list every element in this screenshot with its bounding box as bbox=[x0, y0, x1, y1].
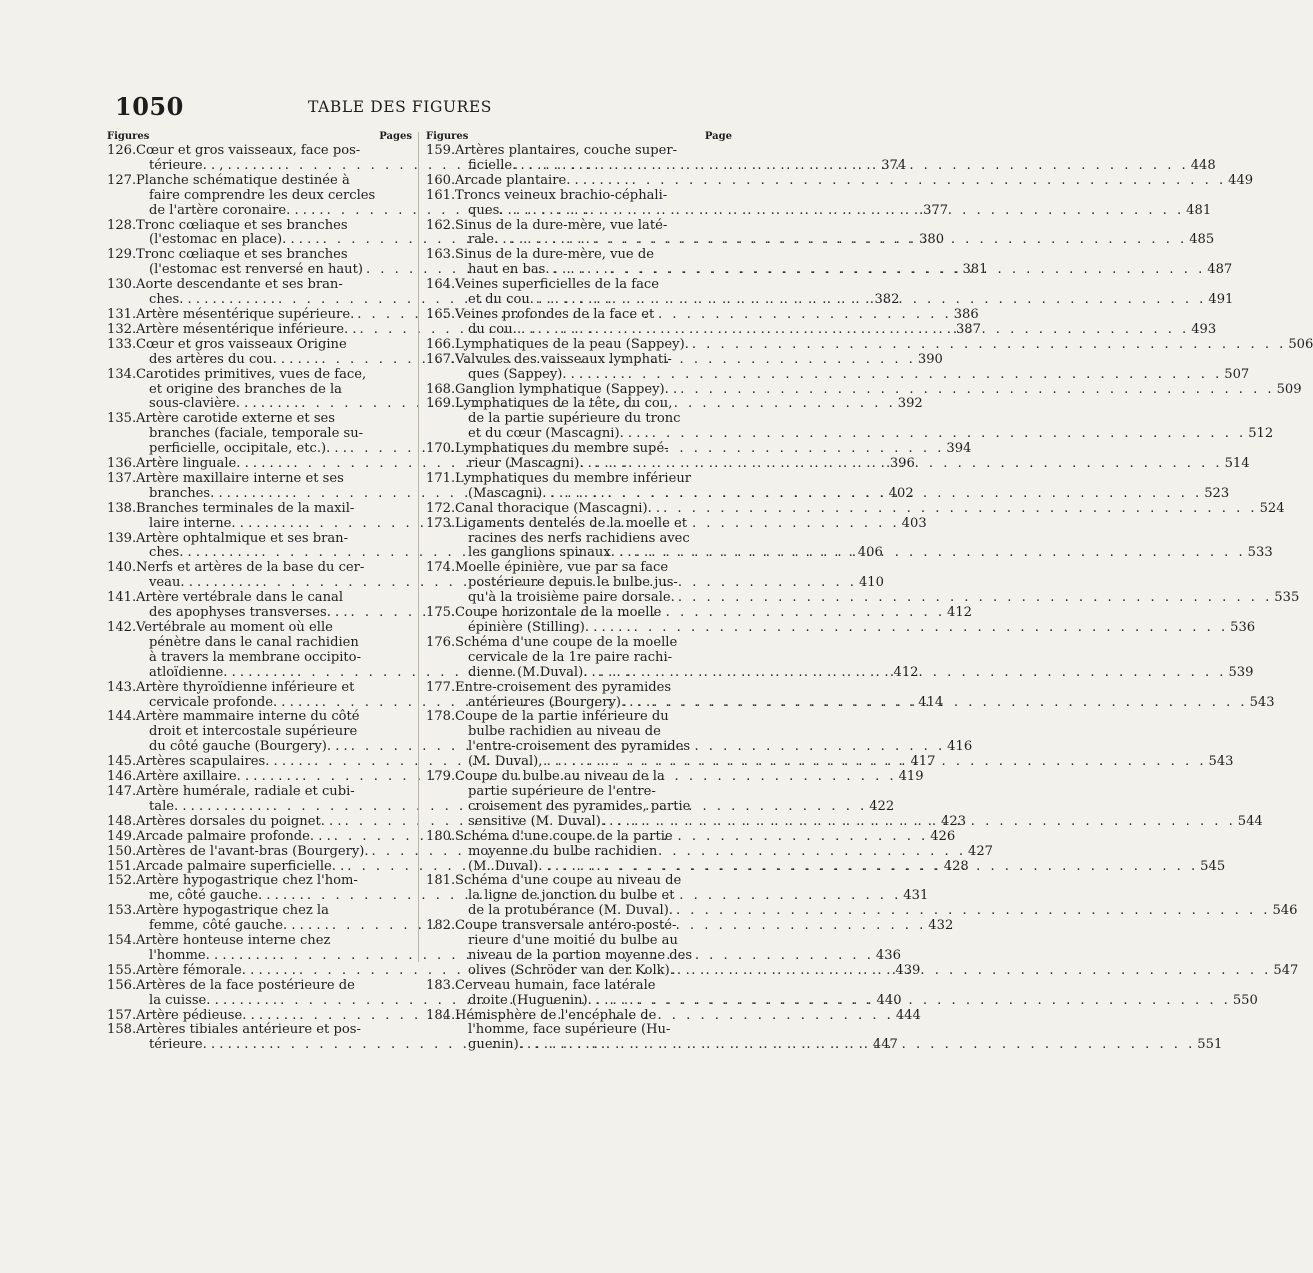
figure-number: 127. bbox=[107, 172, 137, 188]
caption-line: Artère vertébrale dans le canal bbox=[136, 590, 344, 606]
dot-leader bbox=[625, 368, 1222, 383]
column-divider bbox=[418, 132, 419, 962]
caption-text: épinière (Stilling). . . . . . bbox=[468, 620, 631, 635]
dot-leader bbox=[601, 860, 1198, 875]
caption-text: Arcade palmaire superficielle. . bbox=[136, 858, 345, 874]
figures-heading: Figures bbox=[426, 131, 469, 142]
caption-line: l'homme, face supérieure (Hu- bbox=[468, 1022, 671, 1038]
caption-line: Artère thyroïdienne inférieure et bbox=[136, 679, 355, 695]
caption-line: l'entre-croisement des pyramides bbox=[468, 739, 691, 755]
figure-number: 158. bbox=[107, 1022, 137, 1038]
caption-line: Lymphatiques du membre supé- bbox=[455, 441, 669, 457]
caption-text: Lymphatiques de la peau (Sappey). bbox=[455, 336, 689, 352]
caption-line: Schéma d'une coupe de la partie bbox=[455, 828, 673, 844]
figure-number: 170. bbox=[426, 441, 456, 457]
caption-text: tale. . . . . . . . . . . . bbox=[149, 798, 270, 814]
figure-number: 184. bbox=[426, 1007, 456, 1023]
caption-line: Artère hypogastrique chez l'hom- bbox=[136, 873, 358, 889]
page-ref: 386 bbox=[953, 306, 979, 322]
caption-text: Artère pédieuse. . . . . . . bbox=[136, 1007, 297, 1023]
figure-number: 157. bbox=[107, 1007, 137, 1023]
caption-text: des apophyses transverses. . . bbox=[149, 605, 348, 621]
caption-text: Artère mésentérique inférieure. . bbox=[136, 321, 357, 337]
page-ref: 535 bbox=[1274, 590, 1300, 606]
page-ref: 427 bbox=[968, 843, 993, 859]
caption-line: de la partie supérieure du tronc bbox=[468, 411, 681, 427]
figure-caption bbox=[455, 381, 1302, 398]
page-ref: 539 bbox=[1228, 664, 1254, 680]
figure-number: 163. bbox=[426, 247, 456, 263]
page-ref: 403 bbox=[901, 515, 927, 531]
caption-text: sous-clavière. . . . . . . . bbox=[149, 396, 299, 412]
caption-text: térieure. . , . . . . . . . bbox=[149, 157, 282, 173]
caption-line: moyenne du bulbe rachidien bbox=[468, 843, 658, 859]
page-ref: 544 bbox=[1237, 813, 1263, 829]
page-ref: 419 bbox=[898, 769, 924, 785]
caption-line: Artères plantaires, couche super- bbox=[455, 143, 678, 158]
figure-number: 139. bbox=[107, 530, 137, 546]
figure-number: 129. bbox=[107, 247, 137, 263]
caption-line: croisement des pyramides, partie bbox=[468, 798, 691, 814]
caption-line: la ligne de jonction du bulbe et bbox=[468, 888, 675, 904]
caption-text: ques (Sappey). . . . . . . . bbox=[468, 366, 625, 382]
dot-leader bbox=[587, 204, 1184, 219]
page-ref: 550 bbox=[1232, 992, 1258, 1008]
caption-text: du cou. . . . . . . . . . bbox=[468, 321, 592, 337]
caption-text: ches. . . . . . . . . . . . bbox=[149, 292, 275, 308]
caption-line: et origine des branches de la bbox=[149, 381, 342, 397]
caption-line: Artères de la face postérieure de bbox=[136, 977, 355, 993]
page-ref: 381 bbox=[962, 262, 988, 278]
figure-number: 166. bbox=[426, 336, 456, 352]
figure-number: 175. bbox=[426, 605, 456, 621]
figure-number: 156. bbox=[107, 977, 137, 993]
caption-text: (Mascagni). . . . . . . . bbox=[468, 485, 605, 501]
dot-leader bbox=[649, 427, 1246, 442]
caption-text: ficielle. . . . . . . . . . bbox=[468, 157, 592, 173]
page-ref: 396 bbox=[889, 456, 915, 472]
pages-heading: Pages bbox=[379, 131, 412, 142]
page-ref: 412 bbox=[893, 664, 919, 680]
figure-number: 130. bbox=[107, 277, 137, 293]
caption-line: branches (faciale, temporale su- bbox=[149, 426, 364, 442]
caption-text: olives (Schröder van der Kolk). bbox=[468, 962, 674, 978]
caption-line: à travers la membrane occipito- bbox=[149, 649, 361, 665]
page-ref: 416 bbox=[947, 739, 973, 755]
caption-line bbox=[455, 366, 1250, 383]
figure-number: 140. bbox=[107, 560, 137, 576]
figure-number: 167. bbox=[426, 351, 456, 367]
figure-number: 173. bbox=[426, 515, 456, 531]
figure-number: 171. bbox=[426, 470, 456, 486]
caption-text: du côté gauche (Bourgery). . . bbox=[149, 739, 348, 755]
page-ref: 444 bbox=[895, 1007, 921, 1023]
figure-number: 150. bbox=[107, 843, 137, 859]
figure-number: 131. bbox=[107, 306, 137, 322]
caption-line bbox=[455, 336, 1313, 353]
caption-text: et du cœur (Mascagni). . . . bbox=[468, 426, 649, 442]
caption-text: qu'à la troisième paire dorsale. bbox=[468, 590, 675, 606]
caption-line bbox=[455, 500, 1285, 517]
caption-text: veau. . . . . . . . . . bbox=[149, 575, 260, 591]
caption-line: Troncs veineux brachio-céphali- bbox=[455, 187, 668, 203]
figure-number: 164. bbox=[426, 277, 456, 293]
caption-text: haut en bas. . . . . . . . bbox=[468, 262, 608, 278]
figure-caption bbox=[455, 500, 1285, 517]
caption-line: Coupe horizontale de la moelle bbox=[455, 605, 662, 621]
page-ref: 493 bbox=[1191, 321, 1217, 337]
page-ref: 431 bbox=[903, 888, 929, 904]
caption-line: niveau de la portion moyenne des bbox=[468, 947, 693, 963]
dot-leader bbox=[629, 666, 1226, 681]
figure-number: 148. bbox=[107, 813, 137, 829]
figure-number: 136. bbox=[107, 456, 137, 472]
dot-leader bbox=[625, 457, 1222, 472]
caption-line: Artère mammaire interne du côté bbox=[136, 709, 360, 725]
caption-text: sensitive (M. Duval). . . . . bbox=[468, 813, 639, 829]
page-ref: 410 bbox=[858, 575, 884, 591]
figure-number: 149. bbox=[107, 828, 137, 844]
caption-text: Artères de l'avant-bras (Bourgery). bbox=[136, 843, 369, 859]
figure-entry bbox=[426, 500, 1285, 517]
caption-line: Schéma d'une coupe au niveau de bbox=[455, 873, 682, 889]
page-ref: 512 bbox=[1248, 426, 1274, 442]
dot-leader bbox=[591, 159, 1188, 174]
caption-text: dienne (M.Duval). . . . . . bbox=[468, 664, 629, 680]
caption-line: Cœur et gros vaisseaux, face pos- bbox=[136, 143, 361, 158]
figure-number: 155. bbox=[107, 962, 137, 978]
figure-number: 133. bbox=[107, 336, 137, 352]
caption-line: Branches terminales de la maxil- bbox=[136, 500, 355, 516]
caption-line: Hémisphère de l'encéphale de bbox=[455, 1007, 657, 1023]
page-ref: 426 bbox=[930, 828, 956, 844]
caption-text: et du cou. . . . . . . . . . bbox=[468, 292, 609, 308]
caption-line: droit et intercostale supérieure bbox=[149, 724, 358, 740]
page-ref: 546 bbox=[1272, 903, 1298, 919]
figure-number: 160. bbox=[426, 172, 456, 188]
caption-text: Artères dorsales du poignet. . . bbox=[136, 813, 342, 829]
caption-text: femme, côté gauche. . . . . . bbox=[149, 918, 329, 934]
figures-heading: Figures bbox=[107, 131, 150, 142]
caption-line bbox=[455, 590, 1300, 606]
caption-line: Planche schématique destinée à bbox=[136, 172, 350, 188]
figure-number: 151. bbox=[107, 858, 137, 874]
page-number: 1050 bbox=[115, 92, 184, 121]
caption-line: Lymphatiques de la tête, du cou, bbox=[455, 396, 673, 412]
dot-leader bbox=[598, 1038, 1195, 1053]
dot-leader bbox=[590, 233, 1187, 248]
caption-text: atloïdienne. . . . . . . . . bbox=[149, 664, 295, 680]
page-ref: 536 bbox=[1230, 620, 1256, 635]
caption-line: Coupe du bulbe au niveau de la bbox=[455, 769, 665, 785]
page-ref: 439 bbox=[895, 962, 921, 978]
dot-leader bbox=[608, 263, 1205, 278]
caption-text: perficielle, occipitale, etc.). . . bbox=[149, 441, 347, 457]
dot-leader bbox=[650, 696, 1247, 711]
figure-number: 162. bbox=[426, 217, 456, 233]
page-ref: 414 bbox=[918, 694, 944, 710]
caption-line: Ligaments dentelés de la moelle et bbox=[455, 515, 687, 531]
figure-number: 183. bbox=[426, 977, 456, 993]
figure-number: 143. bbox=[107, 679, 137, 695]
caption-line: Artère carotide externe et ses bbox=[136, 411, 336, 427]
dot-leader bbox=[689, 338, 1286, 353]
caption-text: rieur (Mascagni). . . . . . bbox=[468, 456, 626, 472]
caption-text: antérieures (Bourgery). . . . bbox=[468, 694, 651, 710]
caption-line: Sinus de la dure-mère, vue de bbox=[455, 247, 654, 263]
dot-leader bbox=[638, 815, 1235, 830]
dot-leader bbox=[677, 383, 1274, 398]
page-ref: 402 bbox=[888, 485, 914, 501]
figure-number: 165. bbox=[426, 306, 456, 322]
caption-text: des artères du cou. . . . . . bbox=[149, 351, 319, 367]
caption-line: faire comprendre les deux cercles bbox=[149, 187, 376, 203]
page-ref: 524 bbox=[1259, 500, 1285, 516]
caption-text: me, côté gauche. . . . . . bbox=[149, 888, 304, 904]
caption-text: laire interne. . . . . . . . . bbox=[149, 515, 303, 531]
page-ref: 428 bbox=[943, 858, 969, 874]
caption-text: l'homme. . . . . . . . . bbox=[149, 947, 277, 963]
caption-line: Coupe transversale antéro-posté- bbox=[455, 918, 677, 934]
figure-number: 126. bbox=[107, 143, 137, 158]
figure-number: 134. bbox=[107, 366, 137, 382]
caption-line: Vertébrale au moment où elle bbox=[136, 620, 333, 635]
caption-text: cervicale profonde. . . . . . bbox=[149, 694, 319, 710]
figure-number: 161. bbox=[426, 187, 456, 203]
figure-number: 172. bbox=[426, 500, 456, 516]
page-ref: 392 bbox=[897, 396, 923, 412]
caption-text: (l'estomac est renversé en haut) bbox=[149, 262, 363, 278]
figure-number: 159. bbox=[426, 143, 456, 158]
page-ref: 390 bbox=[917, 351, 943, 367]
page-ref: 412 bbox=[947, 605, 972, 621]
caption-text: guenin). . . . . . . . . . bbox=[468, 1037, 598, 1053]
caption-text: Artères scapulaires. . . . . . bbox=[136, 754, 311, 770]
figure-number: 152. bbox=[107, 873, 137, 889]
dot-leader bbox=[631, 621, 1228, 636]
figure-number: 179. bbox=[426, 769, 456, 785]
page-ref: 432 bbox=[928, 918, 954, 934]
caption-text: Artère mésentérique supérieure. bbox=[136, 306, 355, 322]
caption-text: Canal thoracique (Mascagni). . bbox=[455, 500, 661, 516]
page-ref: 387 bbox=[955, 321, 981, 337]
page-ref: 543 bbox=[1249, 694, 1275, 710]
figure-number: 180. bbox=[426, 828, 456, 844]
figure-number: 137. bbox=[107, 470, 137, 486]
page-ref: 491 bbox=[1208, 292, 1234, 308]
caption-line: rieure d'une moitié du bulbe au bbox=[468, 933, 678, 949]
caption-line bbox=[455, 381, 1302, 398]
page-ref: 440 bbox=[876, 992, 902, 1008]
caption-line: Schéma d'une coupe de la moelle bbox=[455, 634, 678, 650]
caption-line: Artère honteuse interne chez bbox=[136, 933, 331, 949]
caption-line: Veines profondes de la face et bbox=[455, 306, 655, 322]
caption-text: Arcade palmaire profonde. . . bbox=[136, 828, 331, 844]
pages-heading: Page bbox=[704, 131, 732, 142]
dot-leader bbox=[673, 904, 1270, 919]
dot-leader bbox=[609, 755, 1206, 770]
figure-number: 138. bbox=[107, 500, 137, 516]
caption-text: (l'estomac en place). . . . . bbox=[149, 232, 320, 248]
caption-line bbox=[455, 426, 1274, 442]
caption-text: ches. . . . . . . . . . bbox=[149, 545, 259, 561]
caption-line: racines des nerfs rachidiens avec bbox=[468, 530, 690, 546]
figure-entry bbox=[426, 172, 1254, 189]
caption-text: Arcade plantaire. . . . . . . . bbox=[455, 172, 629, 188]
page-ref: 545 bbox=[1200, 858, 1226, 874]
caption-line: Cœur et gros vaisseaux Origine bbox=[136, 336, 347, 352]
caption-line: Artère humérale, radiale et cubi- bbox=[136, 783, 355, 799]
caption-line: Nerfs et artères de la base du cer- bbox=[136, 560, 365, 576]
figure-number: 174. bbox=[426, 560, 456, 576]
caption-line: pénètre dans le canal rachidien bbox=[149, 634, 359, 650]
dot-leader bbox=[660, 502, 1257, 517]
page-ref: 514 bbox=[1224, 456, 1250, 472]
caption-line: Tronc cœliaque et ses branches bbox=[136, 247, 348, 263]
caption-line: Artère maxillaire interne et ses bbox=[136, 470, 344, 486]
page-ref: 487 bbox=[1207, 262, 1233, 278]
caption-line: Artère hypogastrique chez la bbox=[136, 903, 329, 919]
figure-caption bbox=[455, 172, 1254, 189]
caption-text: de la protubérance (M. Duval). bbox=[468, 903, 673, 919]
figure-entry bbox=[426, 336, 1313, 353]
page-ref: 417 bbox=[910, 754, 936, 770]
caption-line: Artère ophtalmique et ses bran- bbox=[136, 530, 349, 546]
figure-number: 128. bbox=[107, 217, 137, 233]
caption-line: Aorte descendante et ses bran- bbox=[136, 277, 343, 293]
caption-text: les ganglions spinaux. . . . . bbox=[468, 545, 649, 561]
page-ref: 423 bbox=[941, 813, 967, 829]
page-ref: 481 bbox=[1186, 202, 1212, 218]
caption-line: Sinus de la dure-mère, vue laté- bbox=[455, 217, 668, 233]
figure-number: 135. bbox=[107, 411, 137, 427]
caption-line: Veines superficielles de la face bbox=[455, 277, 659, 293]
figure-number: 147. bbox=[107, 783, 137, 799]
dot-leader bbox=[648, 546, 1245, 561]
page-ref: 448 bbox=[1190, 157, 1216, 173]
page-ref: 533 bbox=[1247, 545, 1273, 561]
page-ref: 377 bbox=[923, 202, 949, 218]
page-ref: 506 bbox=[1288, 336, 1313, 352]
page-header bbox=[115, 92, 685, 122]
page-ref: 374 bbox=[881, 157, 907, 173]
caption-line: cervicale de la 1re paire rachi- bbox=[468, 649, 673, 665]
figure-number: 145. bbox=[107, 754, 137, 770]
caption-line: Artères tibiales antérieure et pos- bbox=[136, 1022, 361, 1038]
caption-line: Coupe de la partie inférieure du bbox=[455, 709, 669, 725]
dot-leader bbox=[633, 994, 1230, 1009]
page-ref: 547 bbox=[1273, 962, 1299, 978]
figure-number: 144. bbox=[107, 709, 137, 725]
column-head bbox=[426, 131, 732, 143]
caption-line: postérieure depuis le bulbe jus- bbox=[468, 575, 678, 591]
caption-line: Carotides primitives, vues de face, bbox=[136, 366, 367, 382]
page-ref: 382 bbox=[874, 292, 900, 308]
figure-number: 168. bbox=[426, 381, 456, 397]
page-ref: 394 bbox=[946, 441, 972, 457]
running-title: TABLE DES FIGURES bbox=[307, 98, 493, 116]
caption-text: térieure. . . . . . . . . bbox=[149, 1037, 274, 1053]
caption-text: de l'artère coronaire. . . . . bbox=[149, 202, 324, 218]
dot-leader bbox=[674, 964, 1271, 979]
caption-text: Artère axillaire. . . . . . . . bbox=[136, 769, 300, 785]
page-ref: 436 bbox=[875, 947, 901, 963]
figure-number: 182. bbox=[426, 918, 456, 934]
page-ref: 509 bbox=[1276, 381, 1302, 397]
caption-line: partie supérieure de l'entre- bbox=[468, 783, 656, 799]
caption-line: Moelle épinière, vue par sa face bbox=[455, 560, 669, 576]
figure-number: 153. bbox=[107, 903, 137, 919]
page-ref: 485 bbox=[1189, 232, 1215, 248]
column-head bbox=[107, 131, 412, 143]
dot-leader bbox=[605, 487, 1202, 502]
caption-text: Artère linguale. . . . . . . bbox=[136, 456, 291, 472]
page-ref: 507 bbox=[1224, 366, 1250, 382]
dot-leader bbox=[592, 323, 1189, 338]
caption-text: Ganglion lymphatique (Sappey). . bbox=[455, 381, 678, 397]
page-ref: 543 bbox=[1208, 754, 1234, 770]
caption-text: (M. Duval), . . . . . . . . bbox=[468, 754, 610, 770]
caption-line: bulbe rachidien au niveau de bbox=[468, 724, 661, 740]
page-ref: 551 bbox=[1197, 1037, 1223, 1053]
page-ref: 523 bbox=[1204, 485, 1230, 501]
figure-number: 176. bbox=[426, 634, 456, 650]
caption-line bbox=[455, 620, 1256, 636]
page-ref: 447 bbox=[872, 1037, 898, 1053]
figure-number: 178. bbox=[426, 709, 456, 725]
caption-line bbox=[455, 172, 1254, 189]
page-ref: 422 bbox=[869, 798, 895, 814]
caption-text: Artère fémorale. . . . . . . bbox=[136, 962, 296, 978]
figure-number: 177. bbox=[426, 679, 456, 695]
page-ref: 406 bbox=[857, 545, 883, 561]
caption-text: ques. . . . . . . . . . . bbox=[468, 202, 587, 218]
caption-text: la cuisse. . . . . . . . . bbox=[149, 992, 278, 1008]
figure-number: 169. bbox=[426, 396, 456, 412]
figure-number: 181. bbox=[426, 873, 456, 889]
caption-text: droite (Huguenin). . . . . . bbox=[468, 992, 634, 1008]
caption-line bbox=[455, 903, 1298, 919]
dot-leader bbox=[675, 591, 1272, 606]
caption-line: Lymphatiques du membre inférieur bbox=[455, 470, 692, 486]
figure-number: 142. bbox=[107, 620, 137, 635]
figure-entry bbox=[426, 381, 1302, 398]
figure-number: 146. bbox=[107, 769, 137, 785]
caption-text: rale. . . . . . . . . . . . bbox=[468, 232, 590, 248]
page-ref: 449 bbox=[1228, 172, 1254, 188]
figure-number: 132. bbox=[107, 321, 137, 337]
dot-leader bbox=[629, 174, 1226, 189]
caption-line: Entre-croisement des pyramides bbox=[455, 679, 672, 695]
figure-number: 141. bbox=[107, 590, 137, 606]
caption-text: branches. . . . . . . . . . bbox=[149, 485, 290, 501]
page-ref: 380 bbox=[919, 232, 945, 248]
figure-caption bbox=[455, 336, 1313, 353]
caption-text: (M. Duval). . . . . . . . bbox=[468, 858, 601, 874]
caption-line: Cerveau humain, face latérale bbox=[455, 977, 656, 993]
caption-line: Tronc cœliaque et ses branches bbox=[136, 217, 348, 233]
caption-line: Valvules des vaisseaux lymphati- bbox=[455, 351, 672, 367]
dot-leader bbox=[609, 293, 1206, 308]
figure-number: 154. bbox=[107, 933, 137, 949]
